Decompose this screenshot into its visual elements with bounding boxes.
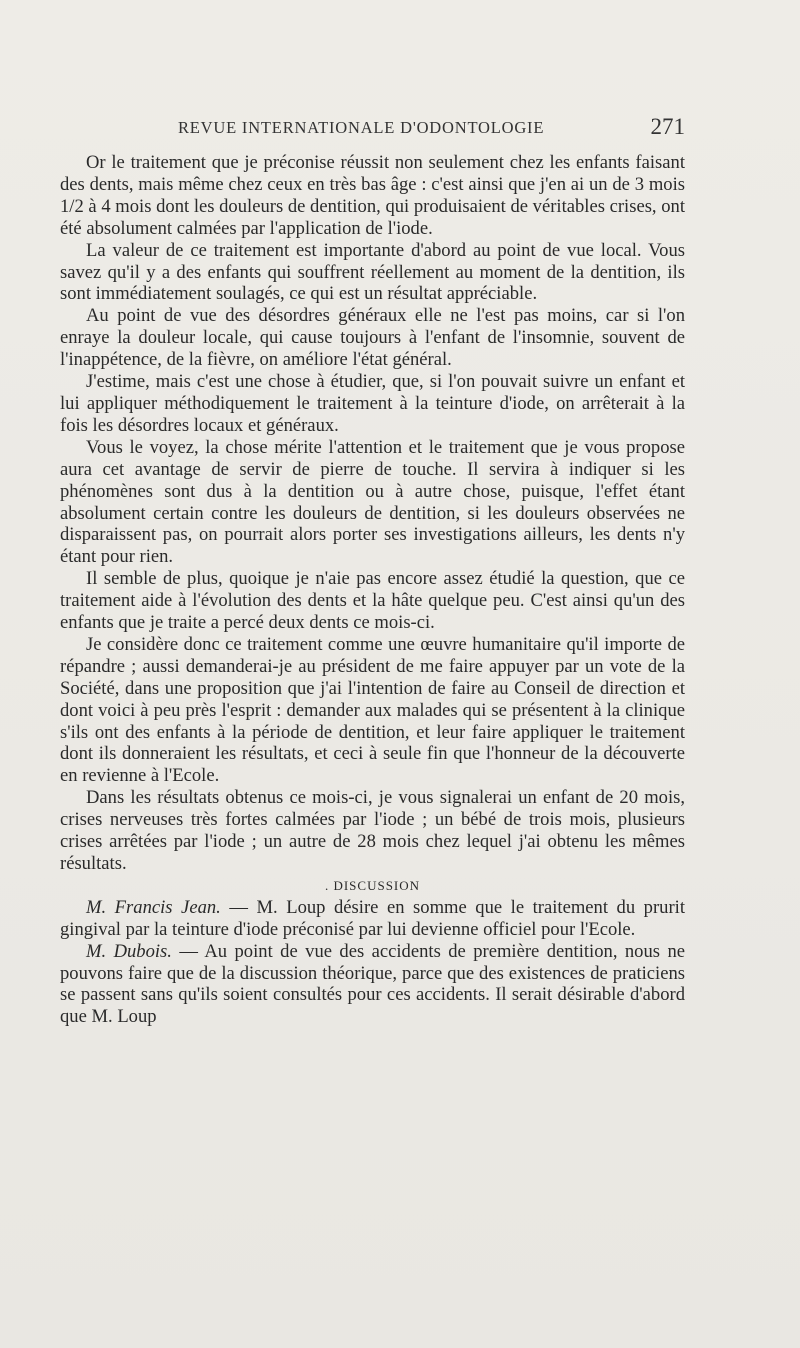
paragraph: Au point de vue des désordres généraux elle ne l'est pas moins, car si l'on enraye la douleur locale, qui cause toujours à l'enfant de l'insomnie, souvent de l'inappétence, de la fièvre, on améliore l'état général. [60,305,685,371]
discussion-paragraph [60,897,685,941]
paragraph: Il semble de plus, quoique je n'aie pas encore assez étudié la question, que ce traitement aide à l'évolution des dents et la hâte quelque peu. C'est ainsi qu'un des enfants que je traite a percé deux dents ce mois-ci. [60,568,685,634]
page-number: 271 [650,114,685,139]
section-heading: . DISCUSSION [324,877,421,893]
running-header [60,114,685,144]
paragraph: Je considère donc ce traitement comme une œuvre humanitaire qu'il importe de répandre ; aussi demanderai-je au président de me faire appuyer par un vote de la Société, dans une proposition que j'ai l'intention de faire au Conseil de direction et dont voici à peu près l'esprit : demander aux malades qui se présentent à la clinique s'ils ont des enfants à la période de dentition, et leur faire appliquer le traitement dont ils donneraient les résultats, et ceci à seule fin que l'honneur de la découverte en revienne à l'Ecole. [60,633,685,787]
paragraph: Or le traitement que je préconise réussit non seulement chez les enfants faisant des dents, mais même chez ceux en très bas âge : c'est ainsi que j'en ai un de 3 mois 1/2 à 4 mois dont les douleurs de dentition, qui produisaient de véritables crises, ont été absolument calmées par l'application de l'iode. [60,152,685,239]
discussion-paragraph [60,941,685,1029]
speaker-text: — M. Loup désire en somme que le traitement du prurit gingival par la teinture d'iode préconisé par lui devienne officiel pour l'Ecole. [60,896,685,940]
paragraph: La valeur de ce traitement est importante d'abord au point de vue local. Vous savez qu'il y a des enfants qui souffrent réellement au moment de la dentition, ils sont immédiatement soulagés, ce qui est un résultat appréciable. [60,239,685,305]
body-text [60,152,685,1028]
journal-title: REVUE INTERNATIONALE D'ODONTOLOGIE [178,118,545,137]
speaker-text: — Au point de vue des accidents de première dentition, nous ne pouvons faire que de la discussion théorique, parce que des existences de praticiens se passent sans qu'ils soient consultés pour ces accidents. Il serait désirable d'abord que M. Loup [60,940,685,1028]
paragraph: Vous le voyez, la chose mérite l'attention et le traitement que je vous propose aura cet avantage de servir de pierre de touche. Il servira à indiquer si les phénomènes sont dus à la dentition ou à autre chose, puisque, l'effet étant absolument certain contre les douleurs de dentition, si les douleurs observées ne disparaissent pas, on pourrait alors porter ses investigations ailleurs, les dents n'y étant pour rien. [60,436,685,568]
speaker-name: M. Dubois. [86,940,172,962]
paragraph: J'estime, mais c'est une chose à étudier, que, si l'on pouvait suivre un enfant et lui appliquer méthodiquement le traitement à la teinture d'iode, on arrêterait à la fois les désordres locaux et généraux. [60,371,685,436]
paragraph: Dans les résultats obtenus ce mois-ci, je vous signalerai un enfant de 20 mois, crises nerveuses très fortes calmées par l'iode ; un bébé de trois mois, plusieurs crises arrêtées par l'iode ; un autre de 28 mois chez lequel j'ai obtenu les mêmes résultats. [60,787,685,874]
speaker-name: M. Francis Jean. [86,896,221,918]
